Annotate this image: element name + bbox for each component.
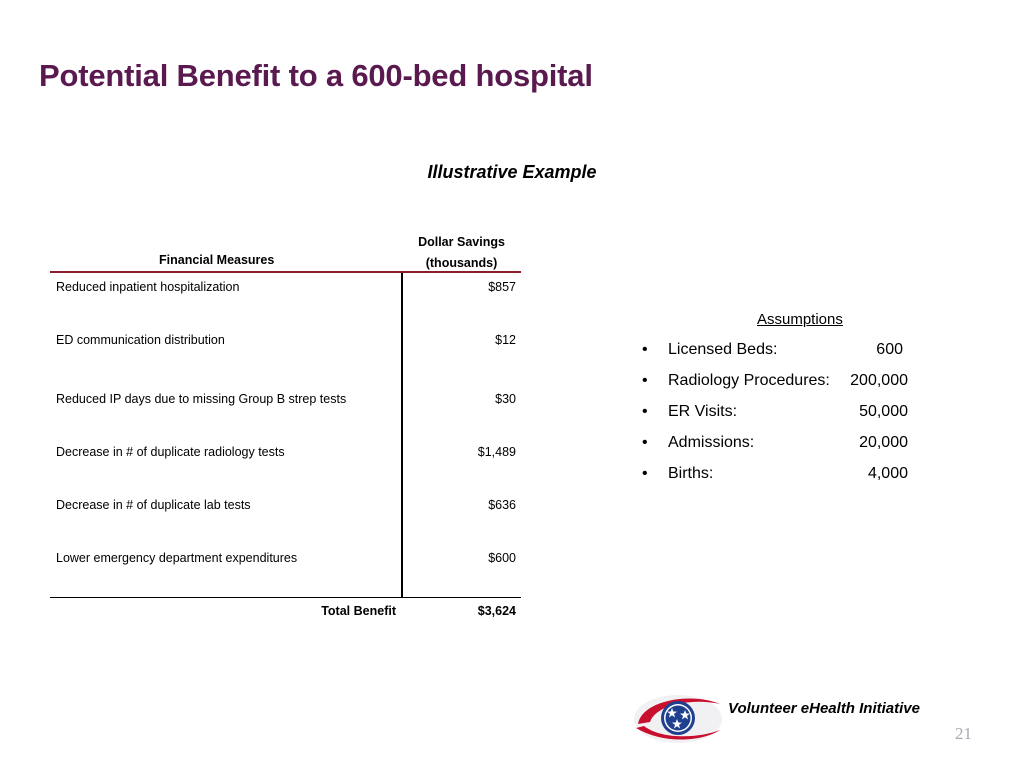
- header-savings-line2: (thousands): [425, 256, 498, 270]
- table-column-divider: [401, 273, 403, 597]
- table-total-rule: [50, 597, 521, 598]
- row-label: ED communication distribution: [56, 333, 225, 347]
- total-benefit-value: $3,624: [477, 604, 516, 618]
- assumption-label: Admissions:: [668, 434, 755, 451]
- header-dollar-savings: [404, 232, 519, 274]
- assumption-value: 20,000: [859, 434, 908, 451]
- row-label: Reduced inpatient hospitalization: [56, 280, 240, 294]
- assumption-label: Births:: [668, 465, 714, 482]
- row-label: Decrease in # of duplicate radiology tests: [56, 445, 285, 459]
- row-label: Decrease in # of duplicate lab tests: [56, 498, 251, 512]
- bullet-icon: •: [642, 341, 648, 358]
- row-value: $600: [488, 551, 516, 565]
- table-header-rule: [50, 271, 521, 273]
- assumption-label: Radiology Procedures:: [668, 372, 830, 389]
- row-label: Reduced IP days due to missing Group B strep tests: [56, 392, 347, 406]
- row-label: Lower emergency department expenditures: [56, 551, 298, 565]
- assumption-value: 50,000: [859, 403, 908, 420]
- row-value: $1,489: [477, 445, 516, 459]
- assumption-value: 4,000: [867, 465, 908, 482]
- slide-title: Potential Benefit to a 600-bed hospital: [39, 58, 593, 93]
- row-value: $636: [488, 498, 516, 512]
- assumption-value: 200,000: [850, 372, 908, 389]
- header-financial-measures: Financial Measures: [159, 253, 275, 267]
- assumption-label: Licensed Beds:: [668, 341, 778, 358]
- assumptions-heading: Assumptions: [757, 311, 843, 328]
- bullet-icon: •: [642, 434, 648, 451]
- organization-name: Volunteer eHealth Initiative: [728, 700, 920, 717]
- header-savings-line1: Dollar Savings: [418, 235, 505, 249]
- bullet-icon: •: [642, 465, 648, 482]
- page-number: 21: [955, 724, 972, 743]
- row-value: $30: [495, 392, 516, 406]
- tennessee-tri-star-logo: [632, 690, 724, 746]
- assumption-label: ER Visits:: [668, 403, 738, 420]
- bullet-icon: •: [642, 403, 648, 420]
- slide-subtitle: Illustrative Example: [427, 162, 597, 182]
- assumption-value: 600: [876, 341, 903, 358]
- row-value: $857: [488, 280, 516, 294]
- total-benefit-label: Total Benefit: [321, 604, 396, 618]
- bullet-icon: •: [642, 372, 648, 389]
- row-value: $12: [495, 333, 516, 347]
